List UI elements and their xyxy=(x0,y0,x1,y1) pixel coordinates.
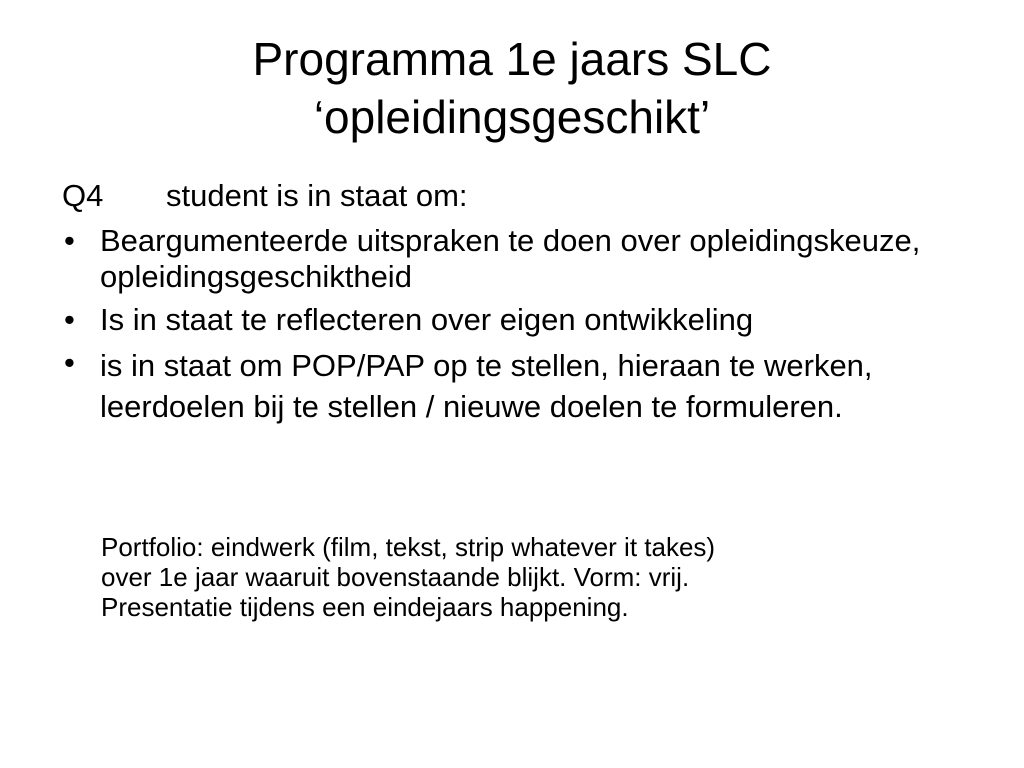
title-line-2: ‘opleidingsgeschikt’ xyxy=(313,91,711,143)
bullet-item xyxy=(62,345,992,427)
slide-title xyxy=(60,30,964,146)
portfolio-line-3: Presentatie tijdens een eindejaars happening. xyxy=(101,592,629,622)
quarter-label: Q4 xyxy=(62,178,104,213)
portfolio-note xyxy=(101,532,981,622)
title-line-1: Programma 1e jaars SLC xyxy=(252,33,772,85)
bullet-marker: • xyxy=(64,345,75,380)
slide-body xyxy=(62,178,992,427)
bullet-text: is in staat om POP/PAP op te stellen, hieraan te werken, leerdoelen bij te stellen / nieuwe doelen te formuleren. xyxy=(100,348,873,424)
bullet-list xyxy=(62,223,992,427)
bullet-marker: • xyxy=(64,223,75,258)
bullet-marker: • xyxy=(64,302,75,337)
portfolio-line-2: over 1e jaar waaruit bovenstaande blijkt. Vorm: vrij. xyxy=(101,562,690,592)
bullet-item xyxy=(62,302,992,338)
bullet-text: Beargumenteerde uitspraken te doen over opleidingskeuze, opleidingsgeschiktheid xyxy=(100,223,921,294)
bullet-text: Is in staat te reflecteren over eigen ontwikkeling xyxy=(100,302,754,337)
portfolio-line-1: Portfolio: eindwerk (film, tekst, strip whatever it takes) xyxy=(101,532,716,562)
intro-line xyxy=(62,178,992,216)
intro-text: student is in staat om: xyxy=(166,178,468,213)
bullet-item xyxy=(62,223,992,295)
